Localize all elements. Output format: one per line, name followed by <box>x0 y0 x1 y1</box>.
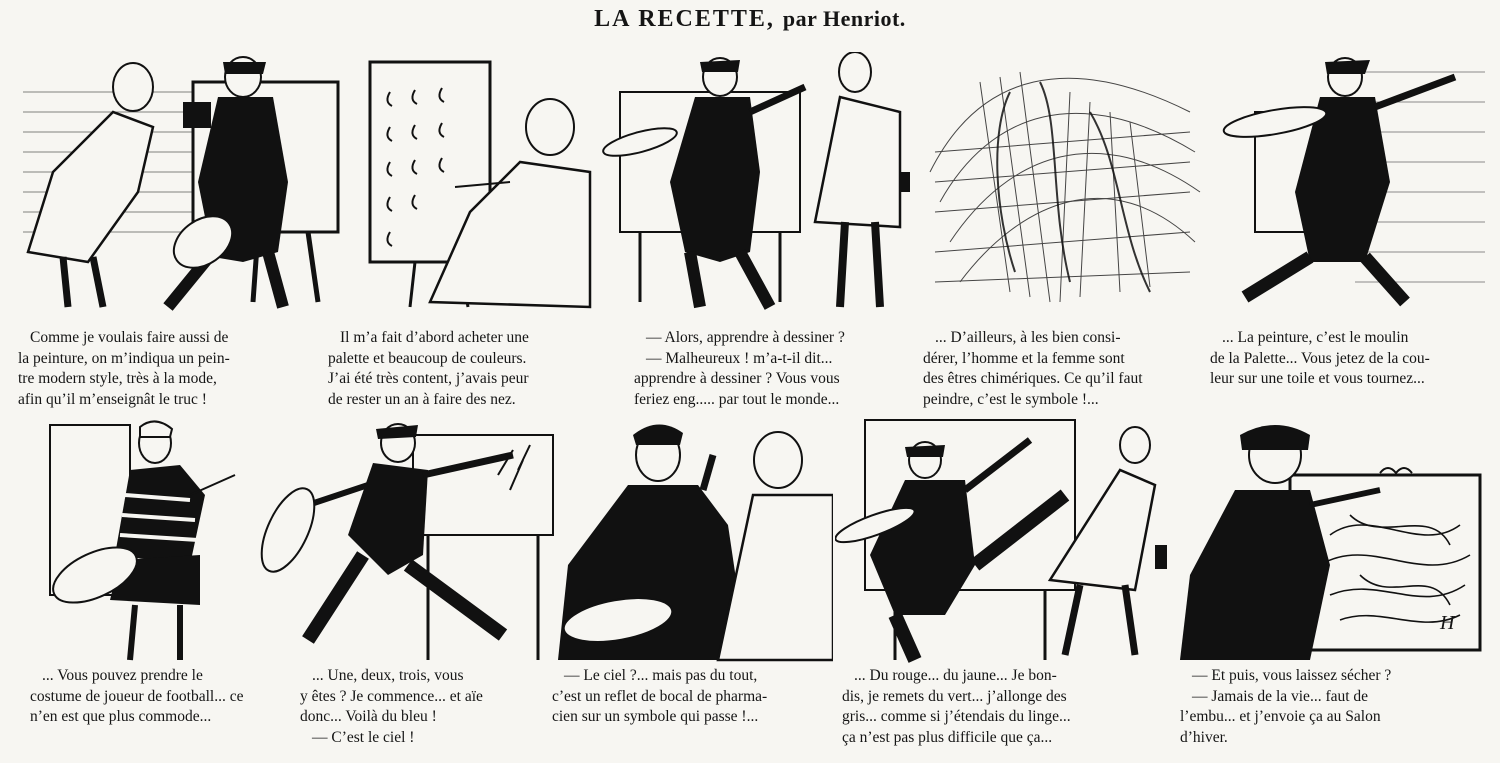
caption-line: dérer, l’homme et la femme sont <box>923 349 1125 367</box>
panel-1-illustration <box>18 52 343 314</box>
panel-9-caption <box>842 666 1127 748</box>
panel-10-caption <box>1180 666 1470 748</box>
caption-line: — Et puis, vous laissez sécher ? <box>1192 667 1392 684</box>
panel-4-caption <box>923 328 1203 410</box>
panel-1-caption <box>18 328 290 410</box>
caption-line: ça n’est pas plus difficile que ça... <box>842 728 1053 746</box>
caption-line: ... Une, deux, trois, vous <box>312 667 464 684</box>
caption-line: tre modern style, très à la mode, <box>18 370 217 387</box>
caption-line: — Malheureux ! m’a-t-il dit... <box>646 349 833 367</box>
panel-6-caption <box>30 666 282 728</box>
panel-5-illustration <box>1215 52 1490 314</box>
caption-line: ... D’ailleurs, à les bien consi- <box>935 329 1121 346</box>
byline-text: par Henriot. <box>782 6 906 31</box>
panel-7-caption <box>300 666 518 748</box>
caption-line: — C’est le ciel ! <box>312 728 415 746</box>
strip-title <box>0 6 1500 33</box>
panel-2-illustration <box>350 52 595 314</box>
caption-line: — Le ciel ?... mais pas du tout, <box>564 667 758 684</box>
panel-7-illustration <box>248 415 563 665</box>
caption-line: l’embu... et j’envoie ça au Salon <box>1180 708 1381 725</box>
caption-line: c’est un reflet de bocal de pharma- <box>552 687 768 705</box>
panel-8-caption <box>552 666 822 728</box>
caption-line: — Jamais de la vie... faut de <box>1192 687 1369 705</box>
title-text: LA RECETTE, <box>594 6 775 32</box>
caption-line: gris... comme si j’étendais du linge... <box>842 708 1071 725</box>
caption-line: ... Vous pouvez prendre le <box>42 667 203 684</box>
caption-line: y êtes ? Je commence... et aïe <box>300 687 483 705</box>
caption-line: ... La peinture, c’est le moulin <box>1222 329 1409 346</box>
caption-line: J’ai été très content, j’avais peur <box>328 370 529 387</box>
caption-line: d’hiver. <box>1180 728 1228 746</box>
panel-5-caption <box>1210 328 1490 390</box>
panel-6-illustration <box>30 415 240 665</box>
caption-line: dis, je remets du vert... j’allonge des <box>842 687 1067 705</box>
caption-line: costume de joueur de football... ce <box>30 687 244 705</box>
artist-signature: H <box>1440 612 1455 634</box>
caption-line: — Alors, apprendre à dessiner ? <box>646 329 845 346</box>
caption-line: Il m’a fait d’abord acheter une <box>340 329 529 346</box>
panel-8-illustration <box>548 415 833 665</box>
caption-line: donc... Voilà du bleu ! <box>300 708 437 725</box>
panel-3-illustration <box>600 52 910 314</box>
caption-line: la peinture, on m’indiqua un pein- <box>18 349 230 367</box>
caption-line: palette et beaucoup de couleurs. <box>328 349 527 367</box>
caption-line: peindre, c’est le symbole !... <box>923 390 1099 408</box>
panel-2-caption <box>328 328 600 410</box>
caption-line: apprendre à dessiner ? Vous vous <box>634 370 840 387</box>
caption-line: des êtres chimériques. Ce qu’il faut <box>923 370 1143 387</box>
caption-line: leur sur une toile et vous tournez... <box>1210 370 1425 387</box>
caption-line: ... Du rouge... du jaune... Je bon- <box>854 667 1057 684</box>
caption-line: cien sur un symbole qui passe !... <box>552 708 759 725</box>
caption-line: Comme je voulais faire aussi de <box>30 329 229 346</box>
caption-line: n’en est que plus commode... <box>30 708 212 725</box>
caption-line: de la Palette... Vous jetez de la cou- <box>1210 349 1430 367</box>
caption-line: de rester un an à faire des nez. <box>328 390 516 408</box>
panel-9-illustration <box>835 415 1170 665</box>
caption-line: afin qu’il m’enseignât le truc ! <box>18 390 207 408</box>
caption-line: feriez eng..... par tout le monde... <box>634 390 840 408</box>
panel-3-caption <box>634 328 904 410</box>
panel-4-illustration <box>920 52 1205 314</box>
